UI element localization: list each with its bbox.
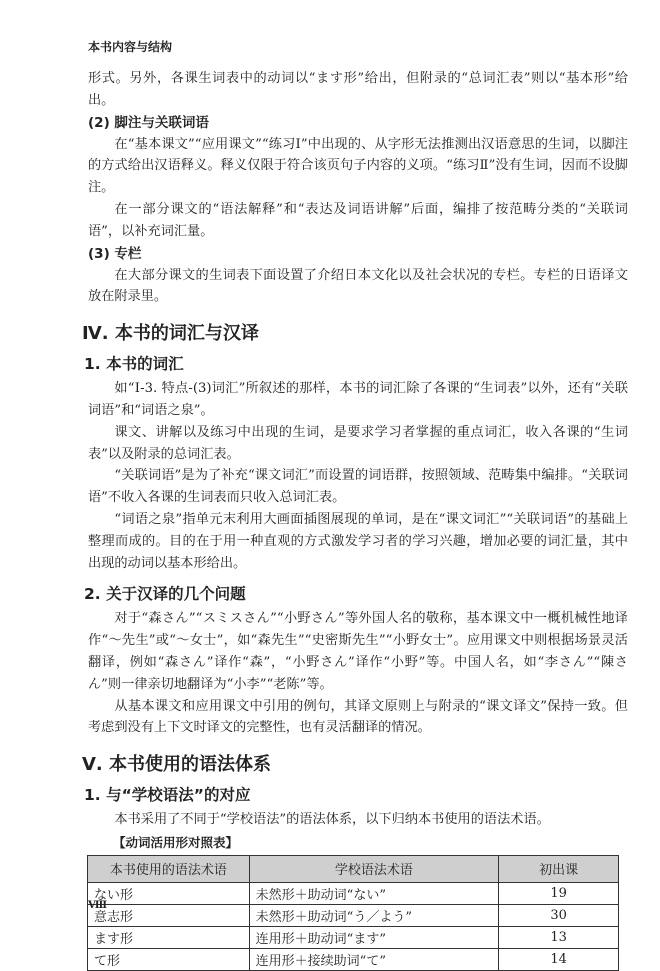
school-grammar-heading: 1. 与“学校语法”的对应 xyxy=(84,786,251,805)
table-row xyxy=(88,948,619,970)
paragraph: 从基本课文和应用课文中引用的例句，其译文原则上与附录的“课文译文”保持一致。但考虑到没有上下文时译文的完整性，也有灵活翻译的情况。 xyxy=(88,698,628,736)
document-page xyxy=(82,38,628,971)
paragraph: 在“基本课文”“应用课文”“练习Ⅰ”中出现的、从字形无法推测出汉语意思的生词，以脚注的方式给出汉语释义。释义仅限于符合该页句子内容的义项。“练习Ⅱ”没有生词，因而不设脚注。 xyxy=(88,136,628,196)
paragraph: 本书采用了不同于“学校语法”的语法体系，以下归纳本书使用的语法术语。 xyxy=(114,812,550,828)
table-title: 【动词活用形对照表】 xyxy=(113,834,239,850)
table-row xyxy=(88,904,619,926)
chapter-5-heading: Ⅴ. 本书使用的语法体系 xyxy=(82,754,272,776)
paragraph: 在大部分课文的生词表下面设置了介绍日本文化以及社会状况的专栏。专栏的日语译文放在附录里。 xyxy=(88,267,628,305)
section-column-title: (3) 专栏 xyxy=(88,245,142,262)
verb-form-table xyxy=(87,855,619,971)
section-footnotes-title: (2) 脚注与关联词语 xyxy=(88,114,209,131)
lesson-cell: 30 xyxy=(499,904,619,926)
term-cell: 意志形 xyxy=(88,904,250,926)
table-header-row xyxy=(88,855,619,882)
paragraph: 如“Ⅰ-3. 特点-(3)词汇”所叙述的那样，本书的词汇除了各课的“生词表”以外，还有“关联词语”和“词语之泉”。 xyxy=(88,381,628,418)
intro-paragraph: 形式。另外，各课生词表中的动词以“ます形”给出，但附录的“总词汇表”则以“基本形”给出。 xyxy=(88,71,628,108)
page-number: Ⅷ xyxy=(88,900,107,911)
table-row xyxy=(88,882,619,904)
school-term-cell: 连用形＋助动词“ます” xyxy=(249,926,499,948)
paragraph: “词语之泉”指单元末利用大画面插图展现的单词，是在“课文词汇”“关联词语”的基础上整理而成的。目的在于用一种直观的方式激发学习者的学习兴趣，增加必要的词汇量，其中出现的动词以基本形给出。 xyxy=(88,511,628,571)
lesson-cell: 14 xyxy=(499,948,619,970)
table-row xyxy=(88,926,619,948)
translation-heading: 2. 关于汉译的几个问题 xyxy=(84,585,246,604)
lesson-cell: 13 xyxy=(499,926,619,948)
term-cell: ない形 xyxy=(88,882,250,904)
chapter-4-heading: Ⅳ. 本书的词汇与汉译 xyxy=(82,323,259,345)
term-cell: ます形 xyxy=(88,926,250,948)
column-header: 初出课 xyxy=(499,855,619,882)
paragraph: 课文、讲解以及练习中出现的生词，是要求学习者掌握的重点词汇，收入各课的“生词表”以及附录的总词汇表。 xyxy=(88,424,628,462)
school-term-cell: 连用形＋接续助词“て” xyxy=(249,948,499,970)
school-term-cell: 未然形＋助动词“う／よう” xyxy=(249,904,499,926)
term-cell: て形 xyxy=(88,948,250,970)
paragraph: “关联词语”是为了补充“课文词汇”而设置的词语群，按照领域、范畴集中编排。“关联词语”不收入各课的生词表而只收入总词汇表。 xyxy=(88,468,628,506)
running-head: 本书内容与结构 xyxy=(88,40,173,54)
school-term-cell: 未然形＋助动词“ない” xyxy=(249,882,499,904)
paragraph: 在一部分课文的“语法解释”和“表达及词语讲解”后面，编排了按范畴分类的“关联词语”，以补充词汇量。 xyxy=(88,201,628,239)
column-header: 本书使用的语法术语 xyxy=(88,855,250,882)
lesson-cell: 19 xyxy=(499,882,619,904)
column-header: 学校语法术语 xyxy=(249,855,499,882)
paragraph: 对于“森さん”“スミスさん”“小野さん”等外国人名的敬称，基本课文中一概机械性地译作“～先生”或“～女士”，如“森先生”“史密斯先生”“小野女士”。应用课文中则根据场景灵活翻译，例如“森さん”译作“森”，“小野さん”译作“小野”等。中国人名，如“李さん”“陳さん”则一律亲切地翻译为“小李”“老陈”等。 xyxy=(88,611,628,692)
vocabulary-heading: 1. 本书的词汇 xyxy=(84,355,184,374)
